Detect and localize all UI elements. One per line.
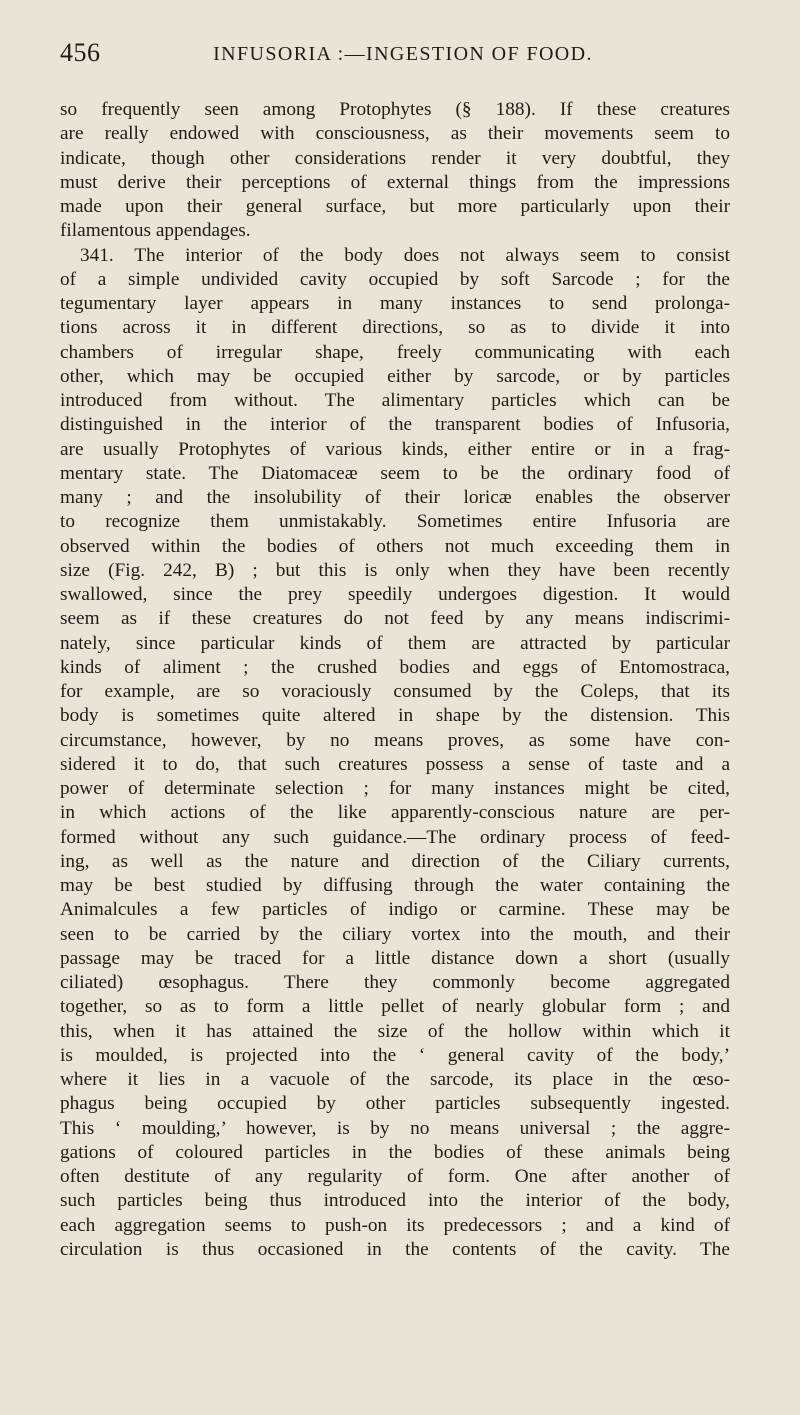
text-line: tegumentary layer appears in many instances to send prolonga- [60, 293, 730, 314]
text-line: may be best studied by diffusing through the water containing the [60, 875, 730, 896]
text-line: filamentous appendages. [60, 220, 251, 242]
text-line: circulation is thus occasioned in the contents of the cavity. The [60, 1238, 730, 1260]
text-line: distinguished in the interior of the transparent bodies of Infusoria, [60, 414, 730, 436]
text-line: are really endowed with consciousness, as their movements seem to [60, 123, 730, 145]
page-number: 456 [60, 38, 101, 67]
text-line: chambers of irregular shape, freely communicating with each [60, 341, 730, 363]
text-line: ciliated) œsophagus. There they commonly become aggregated [60, 972, 730, 993]
text-line: mentary state. The Diatomaceæ seem to be the ordinary food of [60, 462, 730, 484]
text-line: are usually Protophytes of various kinds, either entire or in a frag- [60, 438, 730, 460]
text-line: passage may be traced for a little distance down a short (usually [60, 947, 730, 969]
text-line: is moulded, is projected into the ‘ general cavity of the body,’ [60, 1044, 730, 1066]
text-line: tions across it in different directions, so as to divide it into [60, 317, 730, 339]
running-head: INFUSORIA :—INGESTION OF FOOD. [213, 43, 593, 65]
text-line: for example, are so voraciously consumed by the Coleps, that its [60, 681, 730, 702]
text-line: so frequently seen among Protophytes (§ 188). If these creatures [60, 99, 730, 120]
text-line: swallowed, since the prey speedily undergoes digestion. It would [60, 584, 730, 605]
text-line: circumstance, however, by no means proves, as some have con- [60, 729, 730, 751]
text-line: made upon their general surface, but more particularly upon their [60, 196, 730, 217]
text-line: seem as if these creatures do not feed by any means indiscrimi- [60, 608, 730, 630]
text-line: where it lies in a vacuole of the sarcode, its place in the œso- [60, 1069, 730, 1090]
text-line: phagus being occupied by other particles subsequently ingested. [60, 1093, 730, 1115]
text-line: seen to be carried by the ciliary vortex into the mouth, and their [60, 923, 730, 945]
text-line: other, which may be occupied either by sarcode, or by particles [60, 365, 730, 387]
text-line: many ; and the insolubility of their loricæ enables the observer [60, 487, 730, 508]
text-line: must derive their perceptions of external things from the impressions [60, 171, 730, 193]
text-line: formed without any such guidance.—The ordinary process of feed- [60, 826, 730, 848]
text-line: of a simple undivided cavity occupied by soft Sarcode ; for the [60, 268, 730, 290]
text-line: introduced from without. The alimentary particles which can be [60, 390, 730, 411]
text-line: ing, as well as the nature and direction of the Ciliary currents, [60, 850, 730, 872]
text-line: 341. The interior of the body does not always seem to consist [80, 244, 730, 266]
text-line: such particles being thus introduced into the interior of the body, [60, 1190, 730, 1212]
text-line: nately, since particular kinds of them are attracted by particular [60, 632, 730, 654]
text-line: power of determinate selection ; for many instances might be cited, [60, 778, 730, 799]
text-line: body is sometimes quite altered in shape by the distension. This [60, 705, 730, 727]
page-header [60, 38, 732, 78]
text-line: This ‘ moulding,’ however, is by no means universal ; the aggre- [60, 1117, 730, 1139]
text-line: size (Fig. 242, B) ; but this is only when they have been recently [60, 559, 730, 581]
text-line: kinds of aliment ; the crushed bodies and eggs of Entomostraca, [60, 656, 730, 678]
text-line: Animalcules a few particles of indigo or carmine. These may be [60, 899, 730, 921]
text-line: each aggregation seems to push-on its predecessors ; and a kind of [60, 1214, 730, 1236]
text-line: gations of coloured particles in the bodies of these animals being [60, 1141, 730, 1163]
text-line: observed within the bodies of others not much exceeding them in [60, 535, 730, 557]
text-line: indicate, though other considerations render it very doubtful, they [60, 147, 730, 169]
text-line: together, so as to form a little pellet of nearly globular form ; and [60, 996, 730, 1018]
text-line: sidered it to do, that such creatures possess a sense of taste and a [60, 753, 730, 775]
text-line: often destitute of any regularity of form. One after another of [60, 1166, 730, 1187]
text-line: in which actions of the like apparently-conscious nature are per- [60, 802, 730, 824]
body-text [60, 98, 730, 1262]
text-line: to recognize them unmistakably. Sometimes entire Infusoria are [60, 511, 730, 533]
text-line: this, when it has attained the size of the hollow within which it [60, 1020, 730, 1042]
